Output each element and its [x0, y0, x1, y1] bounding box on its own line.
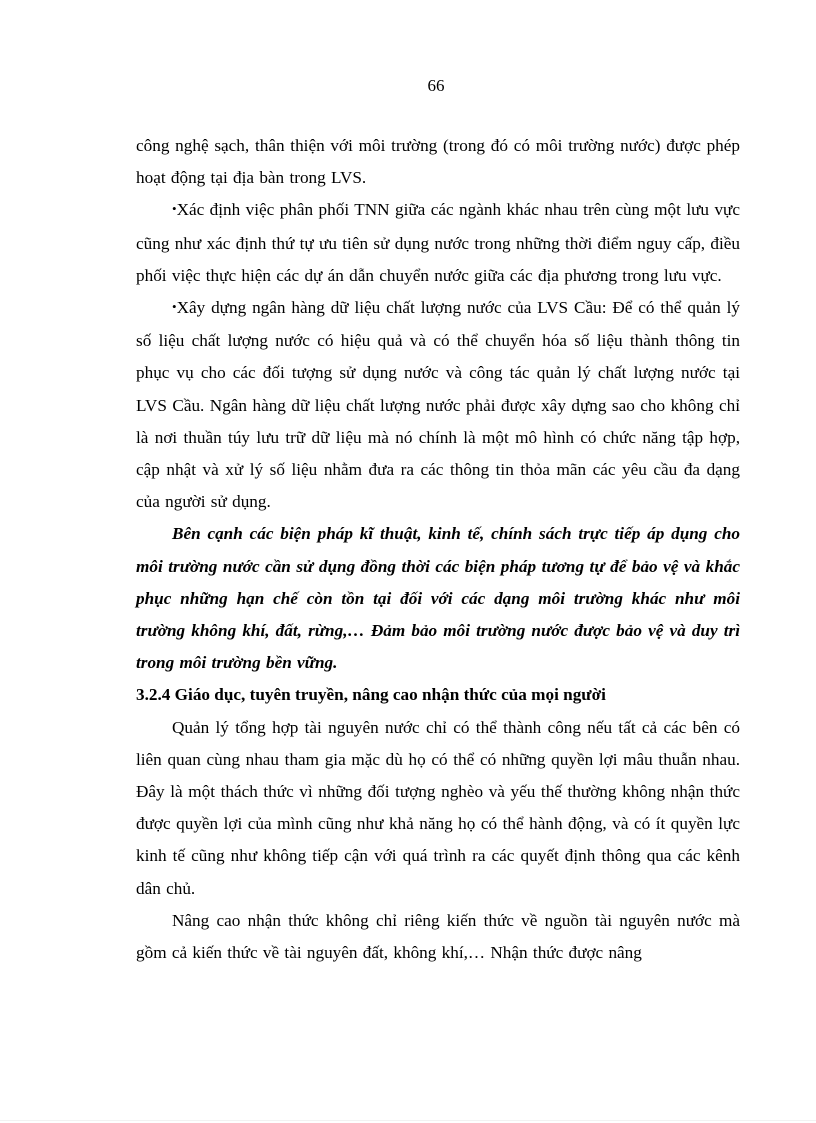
page-bottom-edge — [0, 1120, 816, 1121]
page-number: 66 — [427, 76, 445, 95]
page-body — [136, 130, 740, 969]
section-heading: 3.2.4 Giáo dục, tuyên truyền, nâng cao nhận thức của mọi người — [136, 685, 606, 705]
bullet-item-water-allocation — [136, 194, 740, 292]
paragraph-awareness: Nâng cao nhận thức không chỉ riêng kiến thức về nguồn tài nguyên nước mà gồm cả kiến thức về tài nguyên đất, không khí,… Nhận thức được nâng — [136, 910, 740, 963]
bullet-icon: • — [172, 201, 177, 217]
emphasis-paragraph: Bên cạnh các biện pháp kĩ thuật, kinh tế, chính sách trực tiếp áp dụng cho môi trường nước cần sử dụng đồng thời các biện pháp tương tự để bảo vệ và khắc phục những hạn chế còn tồn tại đối với các dạng môi trường khác như môi trường không khí, đất, rừng,… Đảm bảo môi trường nước được bảo vệ và duy trì trong môi trường bền vững. — [136, 524, 740, 673]
bullet-icon: • — [172, 299, 177, 315]
paragraph-integrated-management: Quản lý tổng hợp tài nguyên nước chỉ có thể thành công nếu tất cả các bên có liên quan cùng nhau tham gia mặc dù họ có thể có những quyền lợi mâu thuẫn nhau. Đây là một thách thức vì những đối tượng nghèo và yếu thế thường không nhận thức được quyền lợi của mình cũng như khả năng họ có thể hành động, và có ít quyền lực kinh tế cũng như không tiếp cận với quá trình ra các quyết định thông qua các kênh dân chủ. — [136, 717, 740, 898]
bullet-item-data-bank — [136, 292, 740, 518]
bullet-item-text: Xây dựng ngân hàng dữ liệu chất lượng nước của LVS Cầu: Để có thể quản lý số liệu chất lượng nước có hiệu quả và có thể chuyển hóa số liệu thành thông tin phục vụ cho các đối tượng sử dụng nước và công tác quản lý chất lượng nước tại LVS Cầu. Ngân hàng dữ liệu chất lượng nước phải được xây dựng sao cho không chỉ là nơi thuần túy lưu trữ dữ liệu mà nó chính là một mô hình có chức năng tập hợp, cập nhật và xử lý số liệu nhằm đưa ra các thông tin thỏa mãn các yêu cầu đa dạng của người sử dụng. — [136, 298, 740, 512]
bullet-item-text: Xác định việc phân phối TNN giữa các ngành khác nhau trên cùng một lưu vực cũng như xác định thứ tự ưu tiên sử dụng nước trong những thời điểm nguy cấp, điều phối việc thực hiện các dự án dẫn chuyển nước giữa các địa phương trong lưu vực. — [136, 200, 740, 285]
paragraph-continuation: công nghệ sạch, thân thiện với môi trường (trong đó có môi trường nước) được phép hoạt động tại địa bàn trong LVS. — [136, 136, 740, 188]
